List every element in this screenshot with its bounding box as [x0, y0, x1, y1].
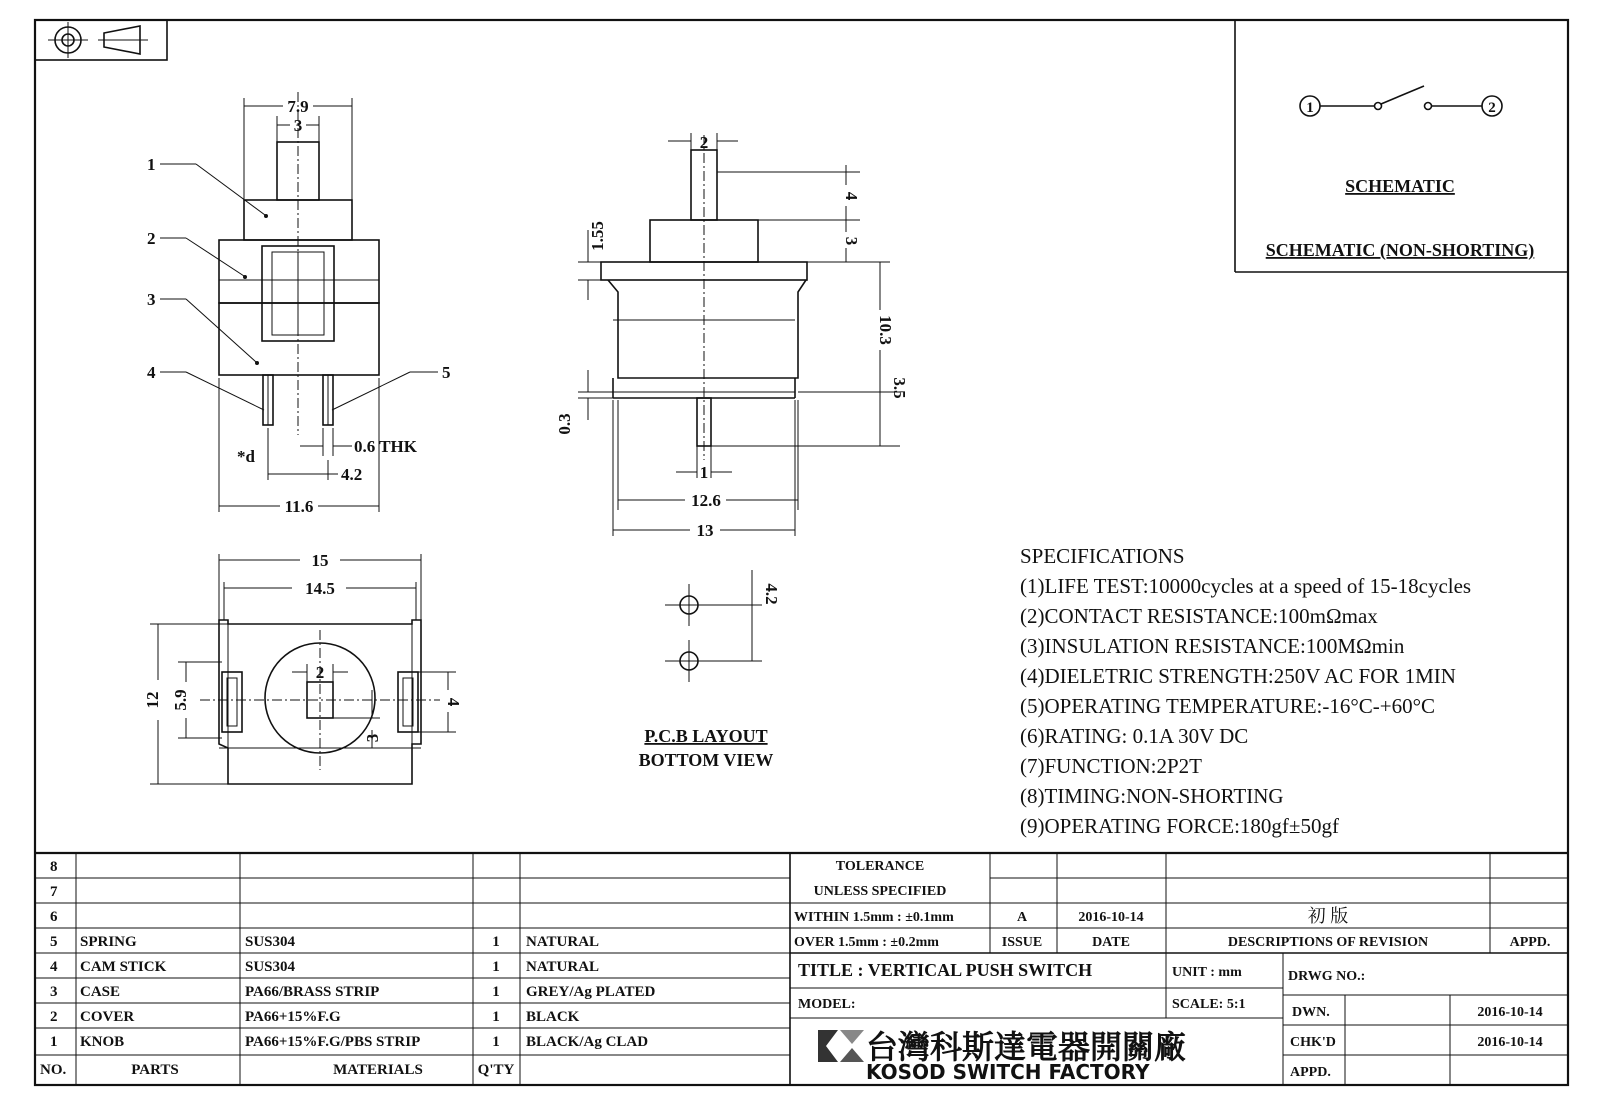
company-name-en: KOSOD SWITCH FACTORY	[866, 1060, 1150, 1084]
appd2-label: APPD.	[1290, 1065, 1331, 1080]
callout-1: 1	[147, 155, 156, 174]
dim-2-side: 2	[699, 133, 709, 152]
drwg-no-label: DRWG NO.:	[1288, 969, 1366, 984]
bom-material: PA66/BRASS STRIP	[245, 984, 380, 1000]
bom-no: 7	[50, 884, 58, 900]
dim-10-3: 10.3	[876, 315, 895, 345]
spec-item: (3)INSULATION RESISTANCE:100MΩmin	[1020, 634, 1405, 658]
drawing-title: TITLE : VERTICAL PUSH SWITCH	[798, 960, 1093, 980]
dim-5-9: 5.9	[171, 689, 190, 711]
pcb-sublabel: BOTTOM VIEW	[638, 750, 774, 770]
tolerance-within: WITHIN 1.5mm : ±0.1mm	[794, 910, 954, 925]
bom-qty: 1	[492, 984, 500, 1000]
dim-14-5: 14.5	[305, 579, 335, 598]
date-label: DATE	[1092, 935, 1130, 950]
callout-2: 2	[147, 229, 156, 248]
dim-7-9: 7.9	[287, 97, 309, 116]
bom-qty: 1	[492, 959, 500, 975]
spec-item: (9)OPERATING FORCE:180gf±50gf	[1020, 814, 1339, 838]
dim-3-top: 3	[363, 733, 382, 743]
dim-0-3: 0.3	[555, 413, 574, 435]
callout-4: 4	[147, 363, 156, 382]
bom-no: 5	[50, 934, 58, 950]
bom-no: 1	[50, 1034, 58, 1050]
spec-item: (5)OPERATING TEMPERATURE:-16°C-+60°C	[1020, 694, 1436, 718]
spec-heading: SPECIFICATIONS	[1020, 544, 1185, 568]
bom-part: KNOB	[80, 1034, 125, 1050]
company-name-cn: 台灣科斯達電器開關廠	[866, 1028, 1187, 1066]
schematic-pin-1: 1	[1306, 100, 1314, 116]
dim-2-top: 2	[315, 663, 325, 682]
dim-3-5: 3.5	[890, 377, 909, 399]
bom-finish: NATURAL	[526, 934, 600, 950]
issue-value: A	[1016, 910, 1028, 925]
bom-header-qty: Q'TY	[477, 1062, 515, 1078]
schematic-panel	[1235, 20, 1568, 272]
dim-3-side: 3	[842, 236, 861, 246]
bom-header-materials: MATERIALS	[333, 1062, 423, 1078]
bom-material: SUS304	[245, 959, 296, 975]
bom-qty: 1	[492, 1009, 500, 1025]
bom-no: 8	[50, 859, 58, 875]
side-view	[555, 133, 909, 540]
bom-finish: NATURAL	[526, 959, 600, 975]
specifications	[1020, 544, 1471, 838]
appd-label: APPD.	[1509, 935, 1551, 950]
revision-value: 初 版	[1307, 906, 1349, 926]
pcb-label: P.C.B LAYOUT	[644, 726, 768, 746]
dim-11-6: 11.6	[284, 497, 314, 516]
chkd-date: 2016-10-14	[1477, 1035, 1543, 1050]
pcb-layout	[639, 570, 781, 770]
top-view	[143, 551, 463, 784]
spec-item: (2)CONTACT RESISTANCE:100mΩmax	[1020, 604, 1378, 628]
issue-label: ISSUE	[1001, 935, 1043, 950]
bom-finish: BLACK/Ag CLAD	[526, 1034, 649, 1050]
schematic-label: SCHEMATIC	[1345, 176, 1455, 196]
dwn-date: 2016-10-14	[1477, 1005, 1543, 1020]
spec-item: (6)RATING: 0.1A 30V DC	[1020, 724, 1249, 748]
bom-qty: 1	[492, 1034, 500, 1050]
tolerance-over: OVER 1.5mm : ±0.2mm	[794, 935, 939, 950]
dim-d: *d	[237, 447, 255, 466]
dim-4-top: 4	[444, 697, 463, 707]
dim-0-6-thk: 0.6 THK	[354, 437, 417, 456]
bom-no: 2	[50, 1009, 58, 1025]
dim-12-6: 12.6	[691, 491, 721, 510]
spec-item: (7)FUNCTION:2P2T	[1020, 754, 1202, 778]
bom-header-no: NO.	[40, 1062, 67, 1078]
dim-3: 3	[293, 116, 303, 135]
bom-no: 4	[50, 959, 58, 975]
bom-no: 6	[50, 909, 58, 925]
bom-material: PA66+15%F.G	[245, 1009, 341, 1025]
bom-finish: BLACK	[526, 1009, 580, 1025]
bom-no: 3	[50, 984, 58, 1000]
spec-item: (1)LIFE TEST:10000cycles at a speed of 15-18cycles	[1020, 574, 1472, 598]
dim-4-2-pcb: 4.2	[762, 583, 781, 605]
bom-part: CAM STICK	[80, 959, 167, 975]
dwn-label: DWN.	[1292, 1005, 1330, 1020]
model-label: MODEL:	[798, 997, 856, 1012]
dim-1-55: 1.55	[588, 221, 607, 251]
revision-label: DESCRIPTIONS OF REVISION	[1227, 935, 1429, 950]
spec-item: (4)DIELETRIC STRENGTH:250V AC FOR 1MIN	[1020, 664, 1456, 688]
chkd-label: CHK'D	[1290, 1035, 1336, 1050]
bom-part: COVER	[80, 1009, 135, 1025]
projection-symbol-icon	[35, 20, 167, 60]
scale-label: SCALE: 5:1	[1172, 997, 1246, 1012]
dim-4-side: 4	[842, 191, 861, 201]
bom-finish: GREY/Ag PLATED	[526, 984, 656, 1000]
schematic-caption: SCHEMATIC (NON-SHORTING)	[1265, 240, 1535, 260]
bom-part: CASE	[80, 984, 121, 1000]
company-logo-icon	[818, 1030, 864, 1062]
schematic-pin-2: 2	[1488, 100, 1496, 116]
callout-3: 3	[147, 290, 156, 309]
dim-13: 13	[696, 521, 714, 540]
bom-qty: 1	[492, 934, 500, 950]
callout-5: 5	[442, 363, 451, 382]
dim-12: 12	[143, 691, 162, 709]
tolerance-title: TOLERANCE	[835, 859, 925, 874]
dim-1-side: 1	[699, 463, 709, 482]
bom-material: PA66+15%F.G/PBS STRIP	[245, 1034, 421, 1050]
front-view	[147, 92, 451, 516]
bom-material: SUS304	[245, 934, 296, 950]
bom-part: SPRING	[80, 934, 137, 950]
spec-item: (8)TIMING:NON-SHORTING	[1020, 784, 1284, 808]
unit-label: UNIT : mm	[1172, 965, 1242, 980]
title-block	[790, 853, 1568, 1085]
tolerance-subtitle: UNLESS SPECIFIED	[813, 884, 947, 899]
date-value: 2016-10-14	[1078, 910, 1144, 925]
bom-header-parts: PARTS	[131, 1062, 179, 1078]
dim-15: 15	[311, 551, 329, 570]
dim-4-2: 4.2	[341, 465, 363, 484]
